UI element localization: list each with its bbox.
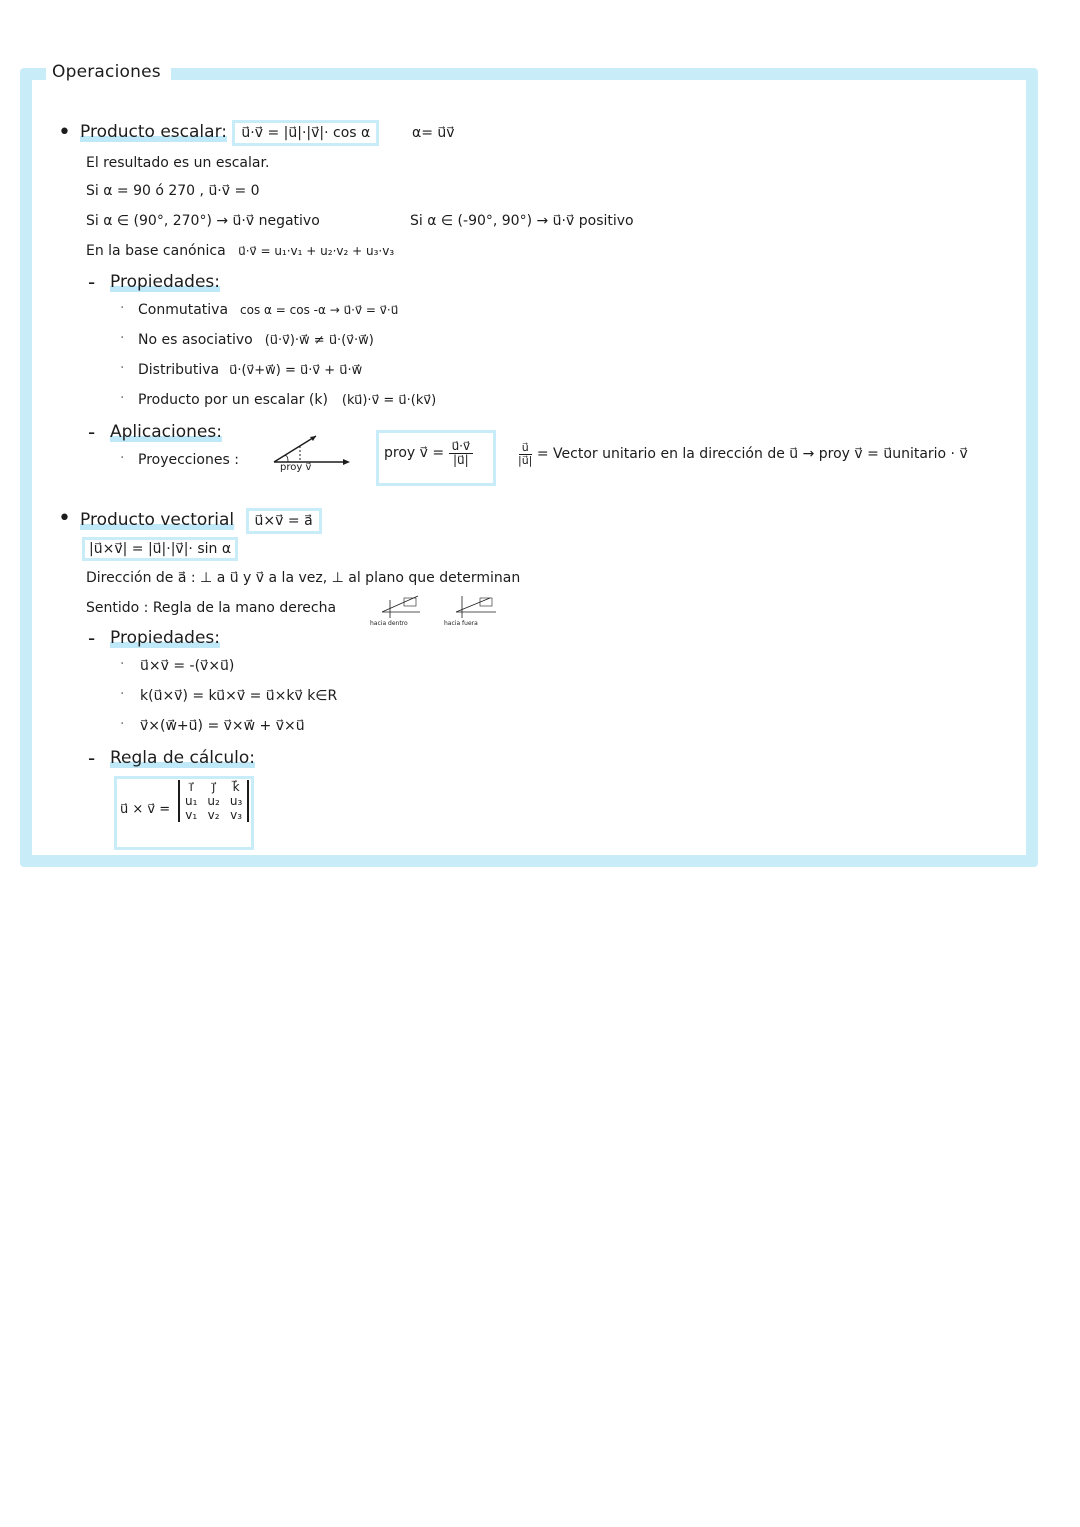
canonical-label: En la base canónica: [86, 243, 226, 259]
dash: -: [88, 270, 96, 294]
alpha-definition: α= u⃗v⃗: [412, 125, 455, 141]
apps-heading: [110, 422, 222, 442]
escalar-props-heading: [110, 272, 220, 292]
vectorial-prop: v⃗×(w⃗+u⃗) = v⃗×w⃗ + v⃗×u⃗: [140, 718, 305, 734]
escalar-heading-line: [80, 120, 379, 146]
matrix-cell: u₂: [207, 794, 220, 808]
vectorial-prop: u⃗×v⃗ = -(v⃗×u⃗): [140, 658, 235, 674]
unit-vector-line: [518, 442, 968, 466]
vectorial-sense: Sentido : Regla de la mano derecha: [86, 600, 337, 616]
cond-positive: Si α ∈ (-90°, 90°) → u⃗·v⃗ positivo: [410, 213, 634, 229]
prop-formula: (u⃗·v⃗)·w⃗ ≠ u⃗·(v⃗·w⃗): [264, 333, 374, 348]
unit-numerator: u⃗: [519, 442, 532, 455]
matrix-cell: k⃗: [232, 780, 240, 794]
right-hand-diagram-out: [450, 592, 500, 620]
dash: -: [88, 420, 96, 444]
apps-heading-text: Aplicaciones:: [110, 422, 222, 442]
dot: ·: [120, 656, 125, 672]
projection-fraction: [449, 440, 474, 466]
prop-name: Producto por un escalar (k): [138, 392, 328, 408]
matrix-cell: v₂: [207, 808, 220, 822]
projection-formula: [384, 440, 473, 466]
canonical-line: [86, 243, 394, 259]
bullet: •: [58, 120, 71, 145]
unit-denominator: |u⃗|: [518, 453, 533, 467]
calc-heading: [110, 748, 255, 768]
prop-row: [138, 332, 374, 348]
unit-text: = Vector unitario en la dirección de u⃗ → proy v⃗ = u⃗unitario · v⃗: [536, 446, 968, 463]
projections-label: Proyecciones :: [138, 452, 239, 468]
prop-formula: cos α = cos -α → u⃗·v⃗ = v⃗·u⃗: [240, 303, 399, 317]
prop-name: Conmutativa: [138, 302, 229, 318]
vectorial-modulus: |u⃗×v⃗| = |u⃗|·|v⃗|· sin α: [82, 537, 238, 561]
vectorial-heading-line: [80, 508, 322, 534]
right-hand-diagram-in: [378, 592, 428, 620]
vectorial-props-heading: [110, 628, 220, 648]
matrix-cell: u₃: [229, 794, 243, 808]
vectorial-modulus-line: [82, 537, 238, 561]
prop-row: [138, 362, 362, 378]
escalar-result: El resultado es un escalar.: [86, 155, 270, 171]
prop-row: [138, 302, 398, 318]
cond-zero: Si α = 90 ó 270 , u⃗·v⃗ = 0: [86, 183, 260, 199]
prop-name: Distributiva: [138, 362, 220, 378]
dot: ·: [120, 300, 125, 316]
vectorial-props-heading-text: Propiedades:: [110, 628, 220, 648]
vectorial-formula: u⃗×v⃗ = a⃗: [246, 508, 322, 534]
dot: ·: [120, 390, 125, 406]
projection-numerator: u⃗·v⃗: [449, 440, 474, 454]
matrix-cell: j⃗: [211, 780, 216, 794]
cond-negative: Si α ∈ (90°, 270°) → u⃗·v⃗ negativo: [86, 213, 320, 229]
dot: ·: [120, 330, 125, 346]
sense-out-label: hacia fuera: [444, 620, 478, 627]
calc-lhs: u⃗ × v⃗ =: [120, 802, 171, 817]
matrix-cell: i⃗: [189, 780, 193, 794]
dot: ·: [120, 686, 125, 702]
dot: ·: [120, 360, 125, 376]
dot: ·: [120, 716, 125, 732]
canonical-formula: u⃗·v⃗ = u₁·v₁ + u₂·v₂ + u₃·v₃: [238, 244, 395, 258]
calc-heading-text: Regla de cálculo:: [110, 748, 255, 768]
escalar-formula: u⃗·v⃗ = |u⃗|·|v⃗|· cos α: [232, 120, 379, 146]
vectorial-prop: k(u⃗×v⃗) = ku⃗×v⃗ = u⃗×kv⃗ k∈R: [140, 688, 338, 704]
projection-denominator: |u⃗|: [452, 452, 469, 467]
matrix-cell: v₁: [185, 808, 198, 822]
escalar-props-heading-text: Propiedades:: [110, 272, 220, 292]
vectorial-heading: Producto vectorial: [80, 510, 235, 530]
determinant-matrix: [178, 780, 249, 822]
dash: -: [88, 746, 96, 770]
escalar-heading: Producto escalar:: [80, 122, 227, 142]
projection-diagram-label: proy v⃗: [280, 462, 312, 473]
unit-fraction: [518, 442, 532, 466]
prop-name: No es asociativo: [138, 332, 253, 348]
sense-in-label: hacia dentro: [370, 620, 408, 627]
page-title: Operaciones: [46, 60, 171, 84]
bullet: •: [58, 506, 71, 531]
prop-formula: u⃗·(v⃗+w⃗) = u⃗·v⃗ + u⃗·w⃗: [229, 363, 363, 378]
vectorial-direction: Dirección de a⃗ : ⊥ a u⃗ y v⃗ a la vez, ⊥ al plano que determinan: [86, 570, 521, 586]
matrix-cell: v₃: [230, 808, 243, 822]
matrix-cell: u₁: [185, 794, 198, 808]
dash: -: [88, 626, 96, 650]
prop-formula: (ku⃗)·v⃗ = u⃗·(kv⃗): [341, 393, 437, 408]
projection-lhs: proy v⃗ =: [384, 445, 445, 462]
prop-row: [138, 392, 436, 408]
dot: ·: [120, 450, 125, 466]
